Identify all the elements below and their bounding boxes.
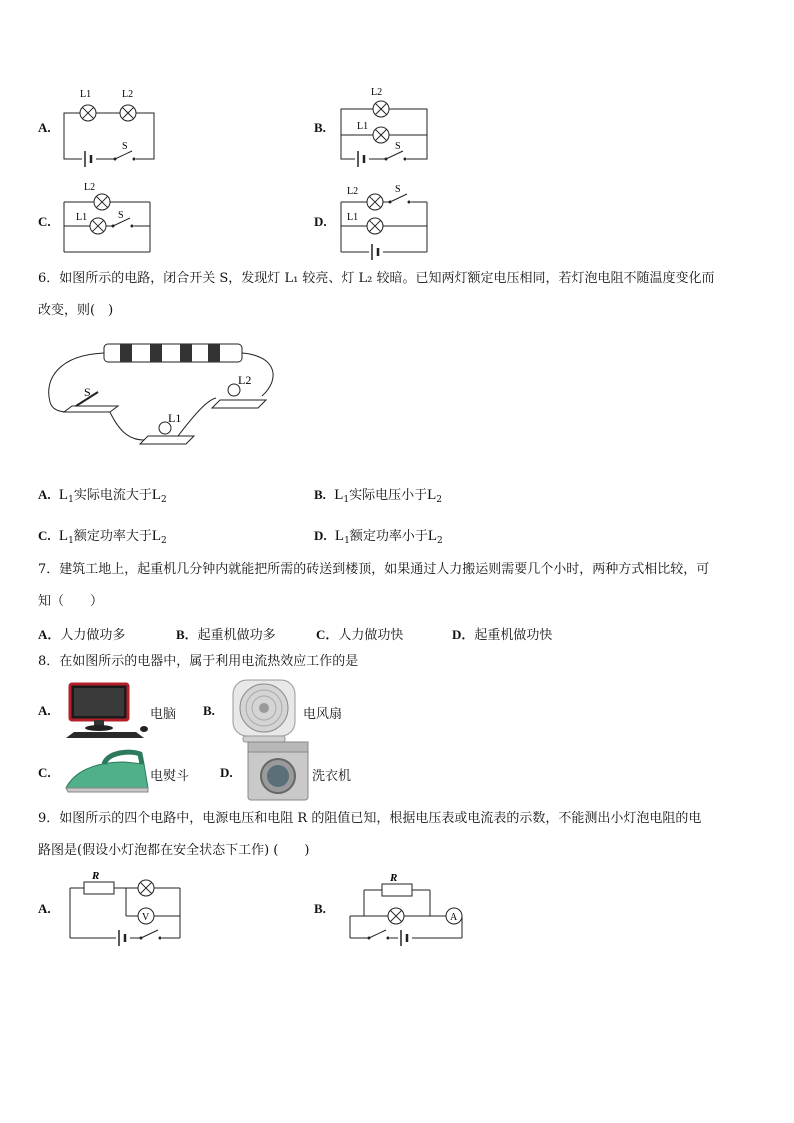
switch-label: S <box>84 385 91 399</box>
option-b[interactable]: B. $L_1$实际电压小于$L_2$ <box>314 487 443 505</box>
switch-label: S <box>122 141 128 152</box>
svg-text:S: S <box>395 141 401 152</box>
circuit-diagram-d <box>337 180 437 260</box>
circuit-photo-sketch <box>48 340 288 460</box>
svg-text:L1: L1 <box>357 121 369 132</box>
circuit-diagram-9a <box>66 870 186 946</box>
option-letter: B. <box>314 901 326 916</box>
question-stem-line2: 路图是(假设小灯泡都在安全状态下工作) ( ) <box>38 843 310 858</box>
computer-image <box>64 682 148 738</box>
option-b[interactable]: B．起重机做功多 <box>176 627 276 643</box>
option-letter: C. <box>38 214 51 229</box>
lamp-icon <box>80 105 96 121</box>
option-d[interactable]: D．起重机做功快 <box>452 627 553 643</box>
question-7 <box>38 554 760 618</box>
voltmeter-label: V <box>142 912 150 923</box>
option-letter: B. <box>314 120 326 135</box>
svg-text:L1: L1 <box>76 212 88 223</box>
question-stem: 8．在如图所示的电器中，属于利用电流热效应工作的是 <box>38 654 359 669</box>
lamp-icon <box>120 105 136 121</box>
option-d[interactable]: D. $L_1$额定功率小于$L_2$ <box>314 528 443 546</box>
question-9 <box>38 803 760 867</box>
circuit-diagram-9b <box>344 870 474 946</box>
resistor-label: R <box>390 872 398 884</box>
lamp2-label: L2 <box>238 373 252 387</box>
fan-image <box>229 678 299 744</box>
svg-text:L2: L2 <box>371 87 383 98</box>
question-8 <box>38 646 760 678</box>
circuit-diagram-b <box>337 85 437 165</box>
circuit-diagram-a <box>60 85 170 165</box>
ammeter-label: A <box>450 912 458 923</box>
svg-text:L2: L2 <box>84 182 96 193</box>
question-stem-line2: 知（ ） <box>38 594 104 609</box>
lamp-icon <box>367 218 383 234</box>
option-label: 电脑 <box>150 707 177 722</box>
lamp-icon <box>90 218 106 234</box>
option-label: 电熨斗 <box>150 769 190 784</box>
lamp-icon <box>367 194 383 210</box>
lamp2-label: L2 <box>122 89 134 100</box>
option-letter: C. <box>38 765 51 780</box>
option-letter: A. <box>38 120 51 135</box>
option-letter: B. <box>203 703 215 718</box>
svg-text:S: S <box>118 210 124 221</box>
iron-image <box>64 748 150 794</box>
option-letter: A. <box>38 901 51 916</box>
lamp1-label: L1 <box>168 411 182 425</box>
option-a[interactable]: A. $L_1$实际电流大于$L_2$ <box>38 487 167 505</box>
lamp-icon <box>388 908 404 924</box>
lamp1-label: L1 <box>80 89 92 100</box>
option-letter: A. <box>38 703 51 718</box>
svg-text:S: S <box>395 184 401 195</box>
question-stem-line1: 6．如图所示的电路，闭合开关 S，发现灯 L₁ 较亮、灯 L₂ 较暗。已知两灯额定电压相同，若灯泡电阻不随温度变化而 <box>38 271 715 286</box>
lamp-icon <box>373 127 389 143</box>
washing-machine-image <box>246 740 310 802</box>
lamp-icon <box>373 101 389 117</box>
question-stem-line1: 9．如图所示的四个电路中，电源电压和电阻 R 的阻值已知，根据电压表或电流表的示数，不能测出小灯泡电阻的电 <box>38 811 702 826</box>
question-6 <box>38 263 760 327</box>
option-a[interactable]: A．人力做功多 <box>38 627 126 643</box>
option-c[interactable]: C. $L_1$额定功率大于$L_2$ <box>38 528 167 546</box>
lamp-icon <box>138 880 154 896</box>
option-letter: D. <box>314 214 327 229</box>
question-stem-line1: 7．建筑工地上，起重机几分钟内就能把所需的砖送到楼顶，如果通过人力搬运则需要几个小时，两种方式相比较，可 <box>38 562 710 577</box>
circuit-diagram-c <box>60 180 160 260</box>
option-label: 电风扇 <box>303 707 343 722</box>
svg-text:L1: L1 <box>347 212 359 223</box>
option-c[interactable]: C．人力做功快 <box>316 627 404 643</box>
resistor-label: R <box>92 870 100 882</box>
svg-text:L2: L2 <box>347 186 359 197</box>
option-letter: D. <box>220 765 233 780</box>
option-label: 洗衣机 <box>312 769 352 784</box>
question-stem-line2: 改变，则( ) <box>38 303 114 318</box>
lamp-icon <box>94 194 110 210</box>
